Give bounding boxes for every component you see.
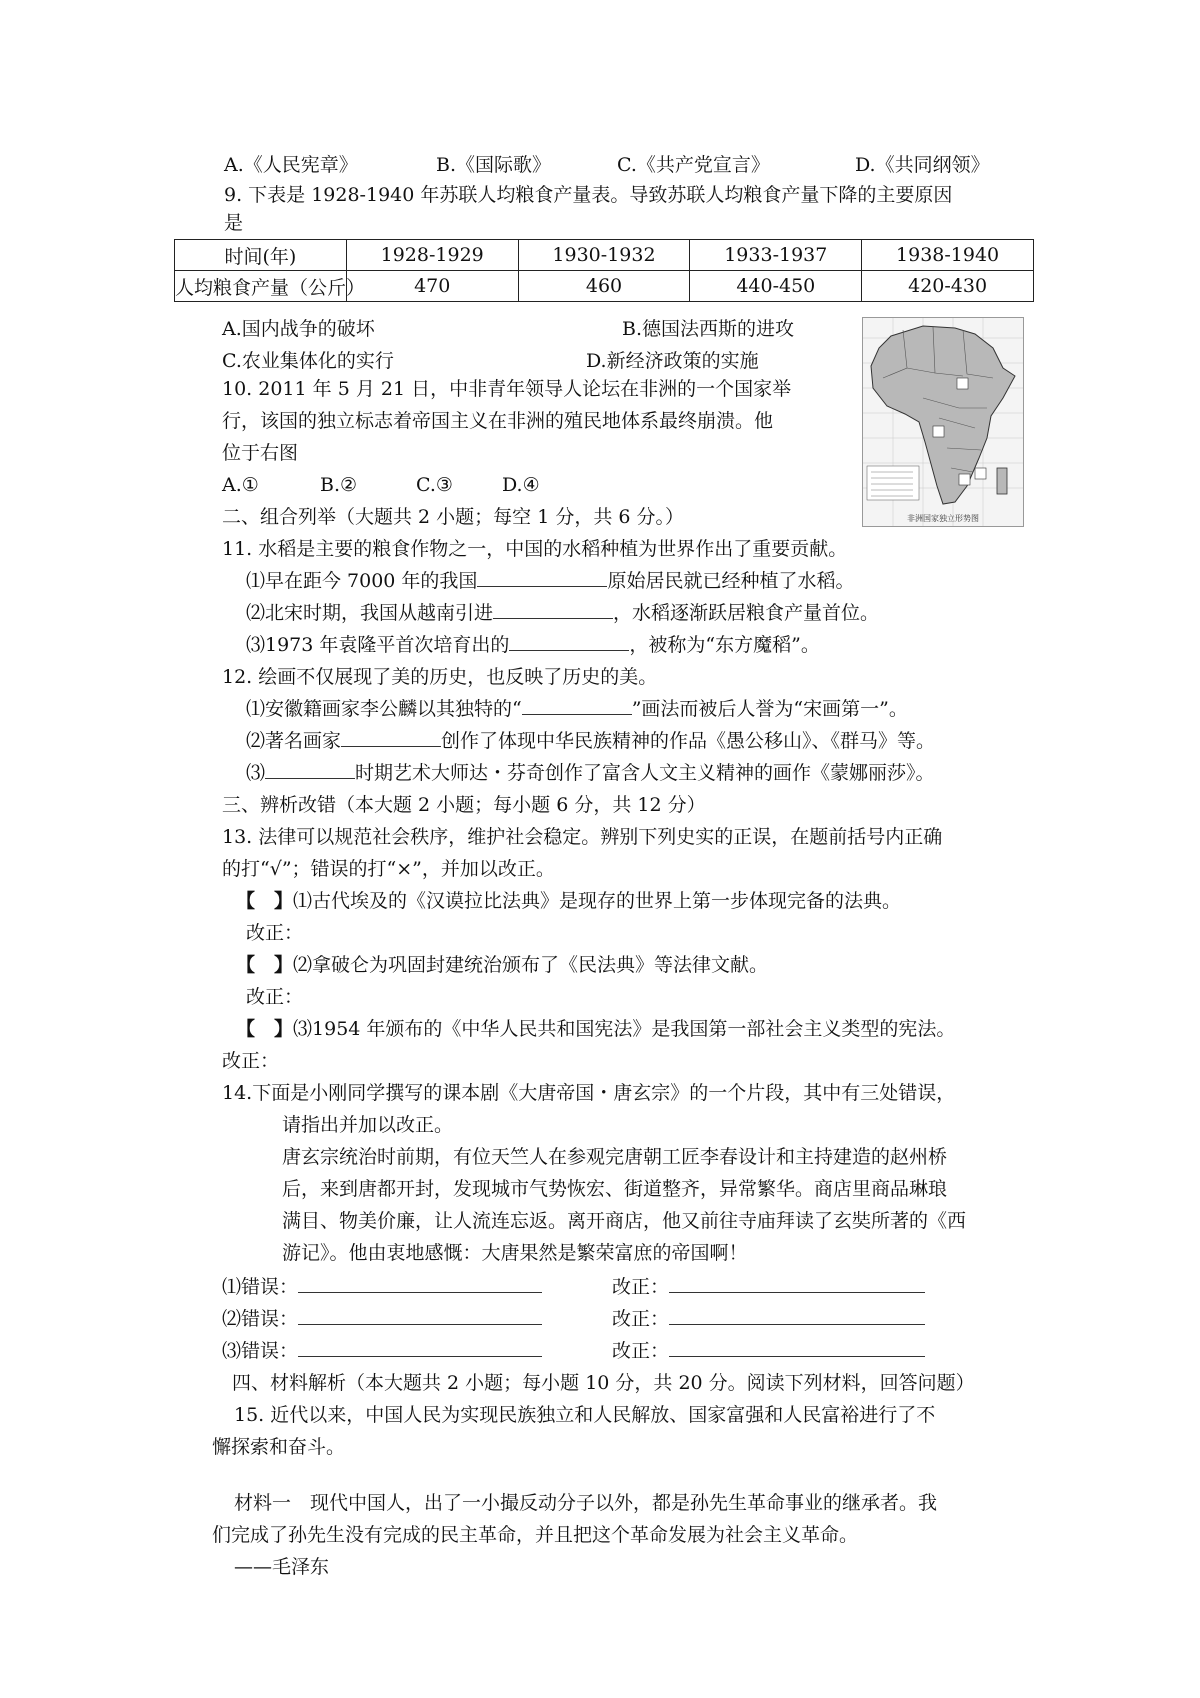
answer-blank[interactable]: [265, 762, 355, 779]
q9-option-b: B.德国法西斯的进攻: [622, 318, 795, 340]
q13-stem-line2: 的打“√”；错误的打“×”，并加以改正。: [222, 858, 555, 880]
q11-stem: 11. 水稻是主要的粮食作物之一，中国的水稻种植为世界作出了重要贡献。: [222, 538, 848, 560]
q13-item1: 【 】⑴古代埃及的《汉谟拉比法典》是现存的世界上第一步体现完备的法典。: [236, 890, 902, 912]
q10-line2: 行，该国的独立标志着帝国主义在非洲的殖民地体系最终崩溃。他: [222, 410, 774, 432]
q11-part3: ⑶1973 年袁隆平首次培育出的 ，被称为“东方魔稻”。: [246, 634, 820, 656]
q9-stem-line2: 是: [224, 212, 244, 234]
answer-blank[interactable]: [298, 1308, 542, 1325]
q10-option-a: A.①: [222, 474, 259, 496]
q10-option-d: D.④: [502, 474, 540, 496]
q9-option-c: C.农业集体化的实行: [222, 350, 394, 372]
q15-material1-line2: 们完成了孙先生没有完成的民主革命，并且把这个革命发展为社会主义革命。: [212, 1524, 859, 1546]
q9-option-d: D.新经济政策的实施: [586, 350, 759, 372]
table-cell: 1938-1940: [862, 240, 1034, 271]
q10-line1: 10. 2011 年 5 月 21 日，中非青年领导人论坛在非洲的一个国家举: [222, 378, 792, 400]
madagascar-shape: [997, 468, 1007, 494]
grain-output-table: [174, 239, 1034, 302]
table-cell: 人均粮食产量（公斤）: [175, 271, 347, 302]
q14-passage-line2: 后，来到唐都开封，发现城市气势恢宏、街道整齐，异常繁华。商店里商品琳琅: [282, 1178, 948, 1200]
answer-bracket[interactable]: 【 】: [236, 890, 294, 912]
table-cell: 470: [346, 271, 518, 302]
answer-blank[interactable]: [509, 634, 629, 651]
q12-part3: ⑶ 时期艺术大师达・芬奇创作了富含人文主义精神的画作《蒙娜丽莎》。: [246, 762, 935, 784]
q11-part2: ⑵北宋时期，我国从越南引进 ，水稻逐渐跃居粮食产量首位。: [246, 602, 880, 624]
section4-title: 四、材料解析（本大题共 2 小题；每小题 10 分，共 20 分。阅读下列材料，回答问题）: [232, 1372, 975, 1394]
q15-material1-source: ——毛泽东: [234, 1556, 330, 1578]
table-cell: 1928-1929: [346, 240, 518, 271]
q10-line3: 位于右图: [222, 442, 299, 464]
q15-material1-line1: 材料一 现代中国人，出了一小撮反动分子以外，都是孙先生革命事业的继承者。我: [234, 1492, 938, 1514]
q14-error3-row: ⑶错误：: [222, 1340, 542, 1363]
q15-stem-line2: 懈探索和奋斗。: [212, 1436, 346, 1458]
q14-error2-row: ⑵错误：: [222, 1308, 542, 1331]
section2-title: 二、组合列举（大题共 2 小题；每空 1 分，共 6 分。）: [222, 506, 685, 528]
q9-stem-line1: 9. 下表是 1928-1940 年苏联人均粮食产量表。导致苏联人均粮食产量下降的主要原因: [224, 184, 953, 206]
answer-blank[interactable]: [669, 1308, 925, 1325]
q14-passage-line3: 满目、物美价廉，让人流连忘返。离开商店，他又前往寺庙拜读了玄奘所著的《西: [282, 1210, 967, 1232]
q13-fix2: 改正：: [246, 986, 304, 1008]
q8-option-c: C.《共产党宣言》: [617, 154, 770, 176]
answer-bracket[interactable]: 【 】: [236, 954, 294, 976]
answer-blank[interactable]: [298, 1340, 542, 1357]
q8-option-a: A.《人民宪章》: [224, 154, 358, 176]
answer-bracket[interactable]: 【 】: [236, 1018, 294, 1040]
table-cell: 1933-1937: [690, 240, 862, 271]
table-cell: 时间(年): [175, 240, 347, 271]
q14-fix3-row: 改正：: [612, 1340, 925, 1363]
q10-option-c: C.③: [416, 474, 453, 496]
table-header-row: [175, 240, 1034, 271]
q14-stem-line2: 请指出并加以改正。: [282, 1114, 454, 1136]
africa-map-graphic: [863, 318, 1023, 526]
q14-fix2-row: 改正：: [612, 1308, 925, 1331]
table-cell: 1930-1932: [518, 240, 690, 271]
q13-item2: 【 】⑵拿破仑为巩固封建统治颁布了《民法典》等法律文献。: [236, 954, 769, 976]
q13-stem-line1: 13. 法律可以规范社会秩序，维护社会稳定。辨别下列史实的正误，在题前括号内正确: [222, 826, 943, 848]
q14-passage-line1: 唐玄宗统治时前期，有位天竺人在参观完唐朝工匠李春设计和主持建造的赵州桥: [282, 1146, 948, 1168]
africa-independence-map: [862, 317, 1024, 527]
q13-item3: 【 】⑶1954 年颁布的《中华人民共和国宪法》是我国第一部社会主义类型的宪法。: [236, 1018, 956, 1040]
answer-blank[interactable]: [477, 570, 607, 587]
answer-blank[interactable]: [669, 1340, 925, 1357]
table-cell: 460: [518, 271, 690, 302]
q14-stem-line1: 14.下面是小刚同学撰写的课本剧《大唐帝国・唐玄宗》的一个片段，其中有三处错误，: [222, 1082, 956, 1104]
q8-option-d: D.《共同纲领》: [855, 154, 990, 176]
table-cell: 440-450: [690, 271, 862, 302]
q12-part1: ⑴安徽籍画家李公麟以其独特的“ ”画法而被后人誉为“宋画第一”。: [246, 698, 908, 720]
section3-title: 三、辨析改错（本大题 2 小题；每小题 6 分，共 12 分）: [222, 794, 706, 816]
q8-option-b: B.《国际歌》: [436, 154, 552, 176]
answer-blank[interactable]: [522, 698, 632, 715]
q12-stem: 12. 绘画不仅展现了美的历史，也反映了历史的美。: [222, 666, 658, 688]
q13-fix1: 改正：: [246, 922, 304, 944]
answer-blank[interactable]: [493, 602, 613, 619]
answer-blank[interactable]: [341, 730, 441, 747]
q12-part2: ⑵著名画家 创作了体现中华民族精神的作品《愚公移山》、《群马》等。: [246, 730, 936, 752]
q15-stem-line1: 15. 近代以来，中国人民为实现民族独立和人民解放、国家富强和人民富裕进行了不: [234, 1404, 936, 1426]
table-cell: 420-430: [862, 271, 1034, 302]
map-caption: 非洲国家独立形势图: [907, 514, 979, 523]
q13-fix3: 改正：: [222, 1050, 280, 1072]
answer-blank[interactable]: [298, 1276, 542, 1293]
table-row: [175, 271, 1034, 302]
q14-error1-row: ⑴错误：: [222, 1276, 542, 1299]
q10-option-b: B.②: [320, 474, 358, 496]
q11-part1: ⑴早在距今 7000 年的我国 原始居民就已经种植了水稻。: [246, 570, 855, 592]
answer-blank[interactable]: [669, 1276, 925, 1293]
q9-option-a: A.国内战争的破坏: [222, 318, 375, 340]
q14-passage-line4: 游记》。他由衷地感慨：大唐果然是繁荣富庶的帝国啊！: [282, 1242, 748, 1264]
q14-fix1-row: 改正：: [612, 1276, 925, 1299]
